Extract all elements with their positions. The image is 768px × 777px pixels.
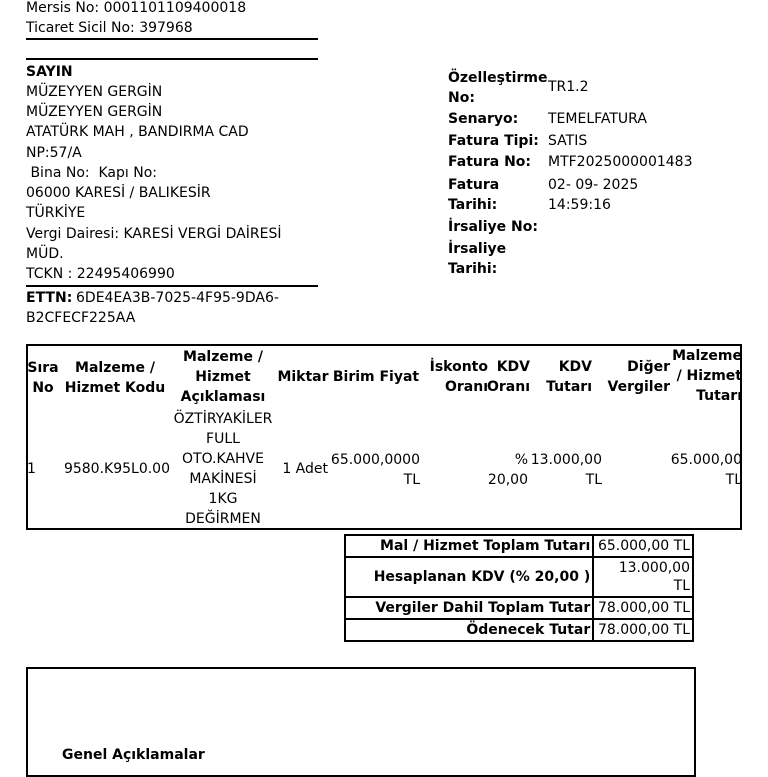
- senaryo-value: TEMELFATURA: [548, 111, 647, 127]
- fatura-no-value: MTF2025000001483: [548, 154, 693, 170]
- header-kdv-tutari: KDV Tutarı: [546, 359, 592, 395]
- buyer-tckn: TCKN : 22495406990: [26, 266, 175, 282]
- odenecek-label: Ödenecek Tutar: [345, 619, 593, 641]
- fatura-saati-value: 14:59:16: [548, 197, 611, 213]
- divider-buyer-top: [26, 58, 318, 60]
- irsaliye-no-label: İrsaliye No:: [448, 219, 538, 235]
- vergiler-dahil-label: Vergiler Dahil Toplam Tutar: [345, 597, 593, 619]
- ozellestirme-label: Özelleştirme: [448, 70, 548, 86]
- header-malzeme-aciklama: Malzeme / Hizmet Açıklaması: [180, 349, 266, 405]
- row-malzeme-kodu: 9580.K95L0.00: [63, 461, 170, 477]
- totals-row-vergiler-dahil: [345, 597, 693, 619]
- ticaret-sicil-no: Ticaret Sicil No: 397968: [26, 20, 193, 36]
- header-birim-fiyat: Birim Fiyat: [332, 369, 420, 385]
- ozellestirme-value: TR1.2: [548, 79, 589, 95]
- divider-ettn: [26, 285, 318, 287]
- ettn-value-2: B2CFECF225AA: [26, 310, 136, 326]
- row-kdv-orani: % 20,00: [487, 452, 528, 488]
- totals-row-odenecek: [345, 619, 693, 641]
- fatura-tipi-label: Fatura Tipi:: [448, 133, 539, 149]
- row-birim-fiyat: 65.000,0000 TL: [330, 452, 420, 488]
- notes-box: [26, 667, 696, 777]
- items-table: [26, 344, 742, 530]
- vergiler-dahil-value: 78.000,00 TL: [593, 597, 693, 619]
- buyer-line: MÜZEYYEN GERGİN: [26, 84, 163, 100]
- buyer-line: MÜD.: [26, 246, 64, 262]
- kdv-label: Hesaplanan KDV (% 20,00 ): [345, 557, 593, 597]
- row-miktar: 1 Adet: [282, 461, 328, 477]
- ozellestirme-label-2: No:: [448, 90, 475, 106]
- fatura-tarihi-value: 02- 09- 2025: [548, 177, 639, 193]
- fatura-no-label: Fatura No:: [448, 154, 532, 170]
- header-malzeme-kodu: Malzeme / Hizmet Kodu: [64, 360, 166, 396]
- totals-table: [344, 534, 694, 642]
- irsaliye-tarihi-label: İrsaliye: [448, 241, 507, 257]
- senaryo-label: Senaryo:: [448, 111, 519, 127]
- buyer-line: ATATÜRK MAH , BANDIRMA CAD: [26, 124, 249, 140]
- header-miktar: Miktar: [277, 369, 329, 385]
- fatura-tarihi-label-2: Tarihi:: [448, 197, 498, 213]
- mal-hizmet-label: Mal / Hizmet Toplam Tutarı: [345, 535, 593, 557]
- buyer-line: Bina No: Kapı No:: [26, 165, 157, 181]
- buyer-line: NP:57/A: [26, 145, 82, 161]
- header-sira: Sıra No: [27, 360, 59, 396]
- header-diger-vergiler: Diğer Vergiler: [607, 359, 670, 395]
- kdv-value: 13.000,00 TL: [593, 557, 693, 597]
- row-kdv-tutari: 13.000,00 TL: [530, 452, 602, 488]
- fatura-tipi-value: SATIS: [548, 133, 588, 149]
- fatura-tarihi-label: Fatura: [448, 177, 500, 193]
- totals-row-mal-hizmet: [345, 535, 693, 557]
- mal-hizmet-value: 65.000,00 TL: [593, 535, 693, 557]
- buyer-heading: SAYIN: [26, 64, 73, 80]
- odenecek-value: 78.000,00 TL: [593, 619, 693, 641]
- row-malzeme-tutari: 65.000,00 TL: [670, 452, 742, 488]
- buyer-line: TÜRKİYE: [26, 205, 86, 221]
- buyer-tax-office: Vergi Dairesi: KARESİ VERGİ DAİRESİ: [26, 226, 282, 242]
- header-kdv-orani: KDV Oranı: [486, 359, 530, 395]
- ettn-label: ETTN:: [26, 290, 73, 306]
- irsaliye-tarihi-label-2: Tarihi:: [448, 261, 498, 277]
- totals-row-kdv: [345, 557, 693, 597]
- buyer-line: MÜZEYYEN GERGİN: [26, 104, 163, 120]
- divider-top: [26, 38, 318, 40]
- header-malzeme-tutari: Malzeme / Hizmet Tutarı: [672, 348, 742, 404]
- row-malzeme-aciklama: ÖZTİRYAKİLER FULL OTO.KAHVE MAKİNESİ 1KG DEĞİRMEN: [173, 411, 273, 527]
- ettn-value-1: 6DE4EA3B-7025-4F95-9DA6-: [76, 290, 279, 306]
- mersis-no: Mersis No: 0001101109400018: [26, 0, 247, 16]
- buyer-line: 06000 KARESİ / BALIKESİR: [26, 185, 211, 201]
- notes-heading: Genel Açıklamalar: [62, 747, 205, 763]
- header-iskonto: İskonto Oranı: [429, 359, 488, 395]
- row-sira: 1: [27, 461, 36, 477]
